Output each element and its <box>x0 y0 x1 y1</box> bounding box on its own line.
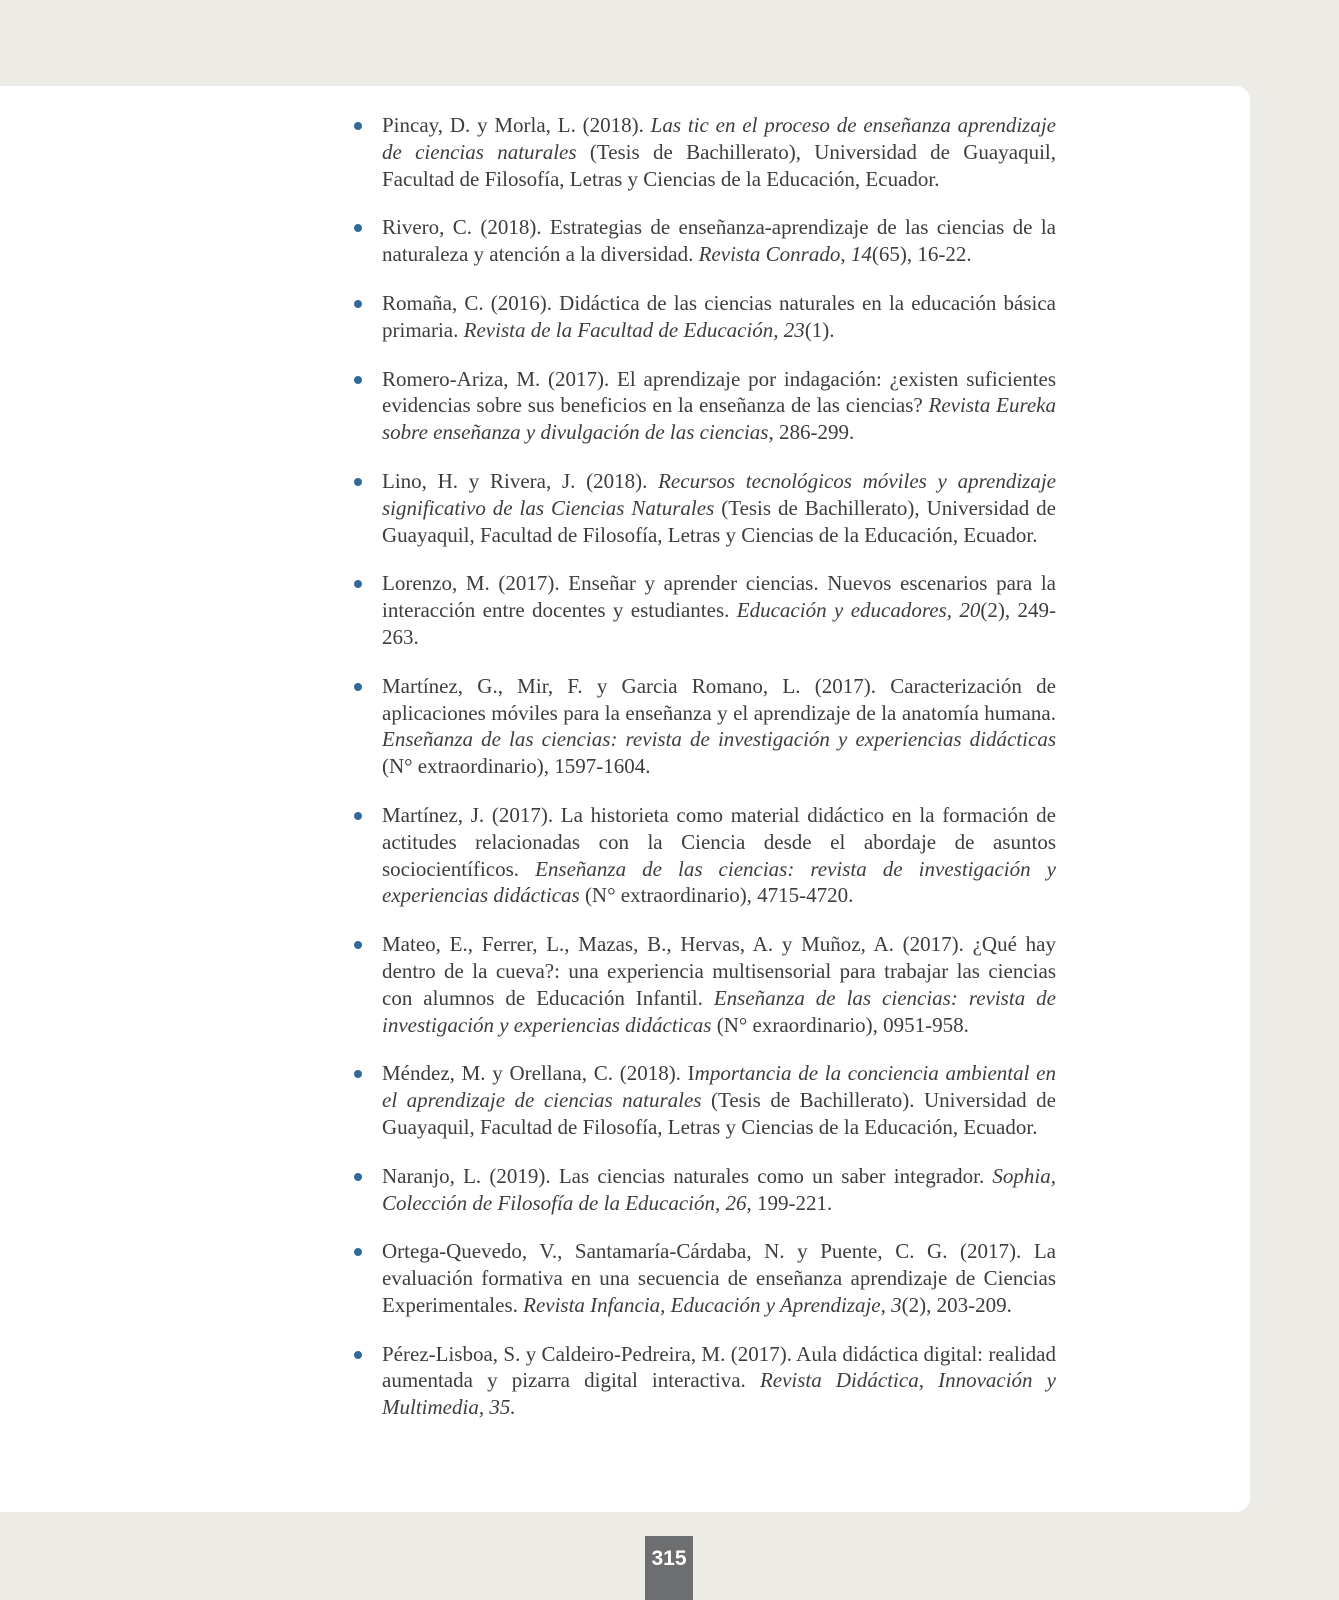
reference-text <box>382 674 1056 778</box>
reference-title-italic: Revista Infancia, Educación y Aprendizaje, 3 <box>523 1292 902 1317</box>
reference-item <box>350 112 1056 192</box>
reference-text <box>382 1164 1056 1215</box>
reference-text <box>382 367 1056 445</box>
reference-item <box>350 673 1056 780</box>
reference-text <box>382 571 1056 649</box>
reference-item <box>350 1163 1056 1217</box>
bullet-icon <box>354 300 362 308</box>
reference-segment: (Tesis de Bachillerato), Universidad de Guayaquil, Facultad de Filosofía, Letras y Ciencias de la Educación, Ecuador. <box>382 139 1056 191</box>
reference-text <box>382 803 1056 907</box>
reference-segment: Pincay, D. y Morla, L. (2018). <box>382 113 651 137</box>
reference-text <box>382 291 1056 342</box>
reference-title-italic: Enseñanza de las ciencias: revista de investigación y experiencias didácticas <box>382 985 1056 1037</box>
reference-title-italic: Revista de la Facultad de Educación, 23 <box>463 317 805 342</box>
reference-segment: (N° extraordinario), 1597-1604. <box>382 754 651 779</box>
reference-item <box>350 1060 1056 1140</box>
reference-item <box>350 468 1056 548</box>
reference-item <box>350 1238 1056 1318</box>
reference-segment: Rivero, C. (2018). Estrategias de enseñanza-aprendizaje de las ciencias de la naturaleza y atención a la diversidad. <box>382 215 1056 267</box>
reference-segment: (1). <box>804 317 835 342</box>
reference-segment: Martínez, G., Mir, F. y Garcia Romano, L. (2017). Caracterización de aplicaciones móviles para la enseñanza y el aprendizaje de la anatomía humana. <box>382 673 1056 725</box>
bullet-icon <box>354 478 362 486</box>
bullet-icon <box>354 683 362 691</box>
reference-item <box>350 802 1056 909</box>
bullet-icon <box>354 1173 362 1181</box>
bullet-icon <box>354 1351 362 1359</box>
reference-segment: , 199-221. <box>746 1190 833 1215</box>
reference-segment: (65), 16-22. <box>871 242 972 267</box>
bullet-icon <box>354 1070 362 1078</box>
reference-segment: Mateo, E., Ferrer, L., Mazas, B., Hervas, A. y Muñoz, A. (2017). ¿Qué hay dentro de la cueva?: una experiencia multisensorial para trabajar las ciencias con alumnos de Educación Infantil. <box>382 932 1056 1010</box>
reference-segment: (2), 249-263. <box>382 598 1057 649</box>
reference-title-italic: Revista Eureka sobre enseñanza y divulgación de las ciencias <box>382 393 1056 445</box>
reference-segment: Méndez, M. y Orellana, C. (2018). I <box>382 1061 695 1086</box>
reference-segment: (N° extraordinario), 4715-4720. <box>579 883 854 908</box>
reference-title-italic: Sophia, Colección de Filosofía de la Educación, 26 <box>382 1163 1056 1215</box>
reference-title-italic: Enseñanza de las ciencias: revista de investigación y experiencias didácticas <box>382 727 1056 752</box>
reference-segment: Naranjo, L. (2019). Las ciencias naturales como un saber integrador. <box>382 1163 993 1188</box>
reference-segment: Pérez-Lisboa, S. y Caldeiro-Pedreira, M. (2017). Aula didáctica digital: realidad aumentada y pizarra digital interactiva. <box>382 1341 1056 1393</box>
reference-segment: Romaña, C. (2016). Didáctica de las ciencias naturales en la educación básica primaria. <box>382 290 1056 342</box>
bullet-icon <box>354 580 362 588</box>
reference-segment: Lino, H. y Rivera, J. (2018). <box>382 468 659 493</box>
reference-title-italic: Educación y educadores, 20 <box>736 598 981 623</box>
reference-segment: Lorenzo, M. (2017). Enseñar y aprender ciencias. Nuevos escenarios para la interacción entre docentes y estudiantes. <box>382 571 1056 623</box>
bullet-icon <box>354 122 362 130</box>
reference-text <box>382 1342 1056 1420</box>
bullet-icon <box>354 941 362 949</box>
reference-title-italic: Revista Didáctica, Innovación y Multimedia, 35. <box>382 1368 1056 1420</box>
reference-title-italic: mportancia de la conciencia ambiental en el aprendizaje de ciencias naturales <box>382 1061 1056 1113</box>
reference-item <box>350 570 1056 650</box>
reference-segment: (2), 203-209. <box>901 1292 1012 1317</box>
bullet-icon <box>354 376 362 384</box>
reference-title-italic: Las tic en el proceso de enseñanza aprendizaje de ciencias naturales <box>382 113 1056 164</box>
reference-segment: (Tesis de Bachillerato), Universidad de Guayaquil, Facultad de Filosofía, Letras y Ciencias de la Educación, Ecuador. <box>382 495 1056 547</box>
reference-item <box>350 290 1056 344</box>
reference-title-italic: Recursos tecnológicos móviles y aprendizaje significativo de las Ciencias Naturales <box>382 468 1056 520</box>
reference-segment: Romero-Ariza, M. (2017). El aprendizaje por indagación: ¿existen suficientes evidencias sobre sus beneficios en la enseñanza de las ciencias? <box>382 366 1056 418</box>
reference-text <box>382 113 1056 191</box>
reference-segment: Ortega-Quevedo, V., Santamaría-Cárdaba, N. y Puente, C. G. (2017). La evaluación formativa en una secuencia de enseñanza aprendizaje de Ciencias Experimentales. <box>382 1239 1056 1317</box>
reference-text <box>382 469 1056 547</box>
page-number: 315 <box>645 1536 693 1600</box>
reference-title-italic: Enseñanza de las ciencias: revista de investigación y experiencias didácticas <box>382 856 1057 908</box>
reference-text <box>382 215 1056 266</box>
reference-item <box>350 1341 1056 1421</box>
reference-segment: (Tesis de Bachillerato). Universidad de Guayaquil, Facultad de Filosofía, Letras y Ciencias de la Educación, Ecuador. <box>382 1088 1056 1139</box>
reference-list <box>350 112 1056 1443</box>
reference-text <box>382 1061 1056 1139</box>
reference-title-italic: Revista Conrado, 14 <box>698 242 872 267</box>
reference-segment: (N° exraordinario), 0951-958. <box>711 1012 969 1037</box>
reference-text <box>382 1239 1056 1317</box>
bullet-icon <box>354 224 362 232</box>
bullet-icon <box>354 812 362 820</box>
bullet-icon <box>354 1248 362 1256</box>
reference-text <box>382 932 1056 1036</box>
reference-segment: , 286-299. <box>768 420 855 445</box>
reference-segment: Martínez, J. (2017). La historieta como material didáctico en la formación de actitudes relacionadas con la Ciencia desde el abordaje de asuntos sociocientíficos. <box>382 802 1056 881</box>
reference-item <box>350 931 1056 1038</box>
reference-item <box>350 214 1056 268</box>
reference-item <box>350 366 1056 446</box>
